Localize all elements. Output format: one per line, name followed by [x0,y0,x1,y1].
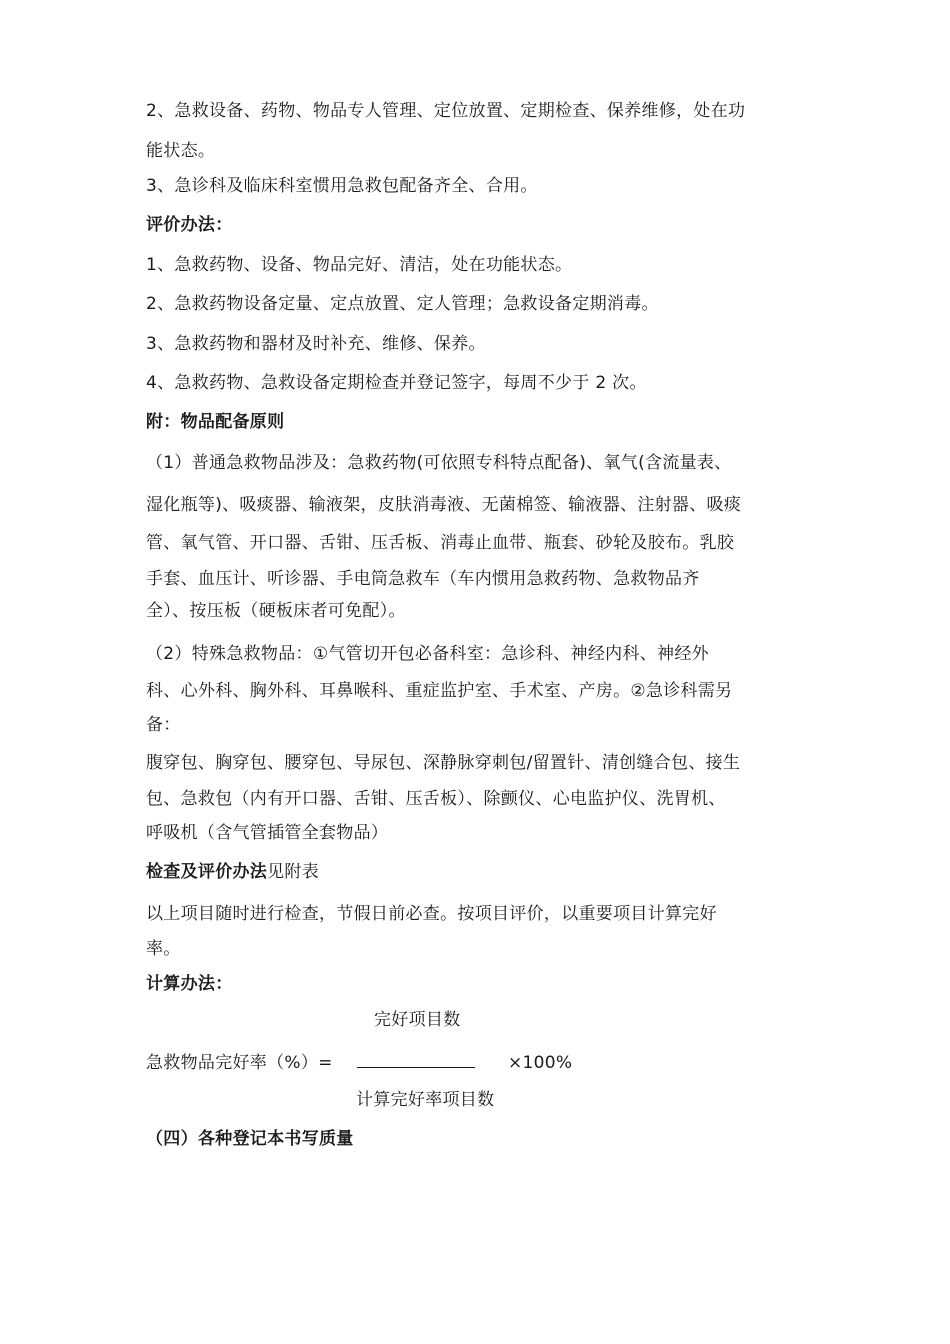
heading-appendix: 附：物品配备原则 [146,412,285,432]
formula-denominator: 计算完好率项目数 [356,1090,495,1110]
paragraph-line: 管、氧气管、开口器、舌钳、压舌板、消毒止血带、瓶套、砂轮及胶布。乳胶 [146,533,735,553]
paragraph-line: 湿化瓶等)、吸痰器、输液架，皮肤消毒液、无菌棉签、输液器、注射器、吸痰 [146,495,742,515]
heading-section-4: （四）各种登记本书写质量 [146,1129,354,1149]
list-item: 4、急救药物、急救设备定期检查并登记签字，每周不少于 2 次。 [146,373,647,393]
paragraph-line: 率。 [146,939,181,959]
paragraph-line: 能状态。 [146,141,216,161]
paragraph-line: 2、急救设备、药物、物品专人管理、定位放置、定期检查、保养维修，处在功 [146,101,746,121]
formula-numerator: 完好项目数 [374,1010,461,1030]
paragraph-line: 手套、血压计、听诊器、手电筒急救车（车内惯用急救药物、急救物品齐 [146,569,700,589]
paragraph-line: 腹穿包、胸穿包、腰穿包、导尿包、深静脉穿刺包/留置针、清创缝合包、接生 [146,753,741,773]
paragraph-line: 备： [146,715,181,735]
paragraph-line: 呼吸机（含气管插管全套物品） [146,823,389,843]
heading-check-rest: 见附表 [267,862,320,882]
formula-multiplier: ×100% [508,1053,573,1073]
heading-evaluation: 评价办法： [146,215,233,235]
paragraph-line: 3、急诊科及临床科室惯用急救包配备齐全、合用。 [146,176,538,196]
list-item: 1、急救药物、设备、物品完好、清洁，处在功能状态。 [146,255,573,275]
paragraph-line: 全）、按压板（硬板床者可免配）。 [146,601,406,621]
formula-label: 急救物品完好率（%）= [146,1053,333,1073]
paragraph-line: （2）特殊急救物品：①气管切开包必备科室：急诊科、神经内科、神经外 [146,644,709,664]
paragraph-line: 以上项目随时进行检查，节假日前必查。按项目评价，以重要项目计算完好 [146,904,717,924]
heading-check [146,861,319,883]
list-item: 3、急救药物和器材及时补充、维修、保养。 [146,334,486,354]
list-item: 2、急救药物设备定量、定点放置、定人管理；急救设备定期消毒。 [146,294,659,314]
paragraph-line: （1）普通急救物品涉及：急救药物(可依照专科特点配备)、氧气(含流量表、 [146,453,732,473]
fraction-line [357,1067,475,1068]
paragraph-line: 包、急救包（内有开口器、舌钳、压舌板）、除颤仪、心电监护仪、洗胃机、 [146,789,726,809]
heading-calculation: 计算办法： [146,974,233,994]
paragraph-line: 科、心外科、胸外科、耳鼻喉科、重症监护室、手术室、产房。②急诊科需另 [146,681,733,701]
heading-check-bold: 检查及评价办法 [146,862,268,882]
